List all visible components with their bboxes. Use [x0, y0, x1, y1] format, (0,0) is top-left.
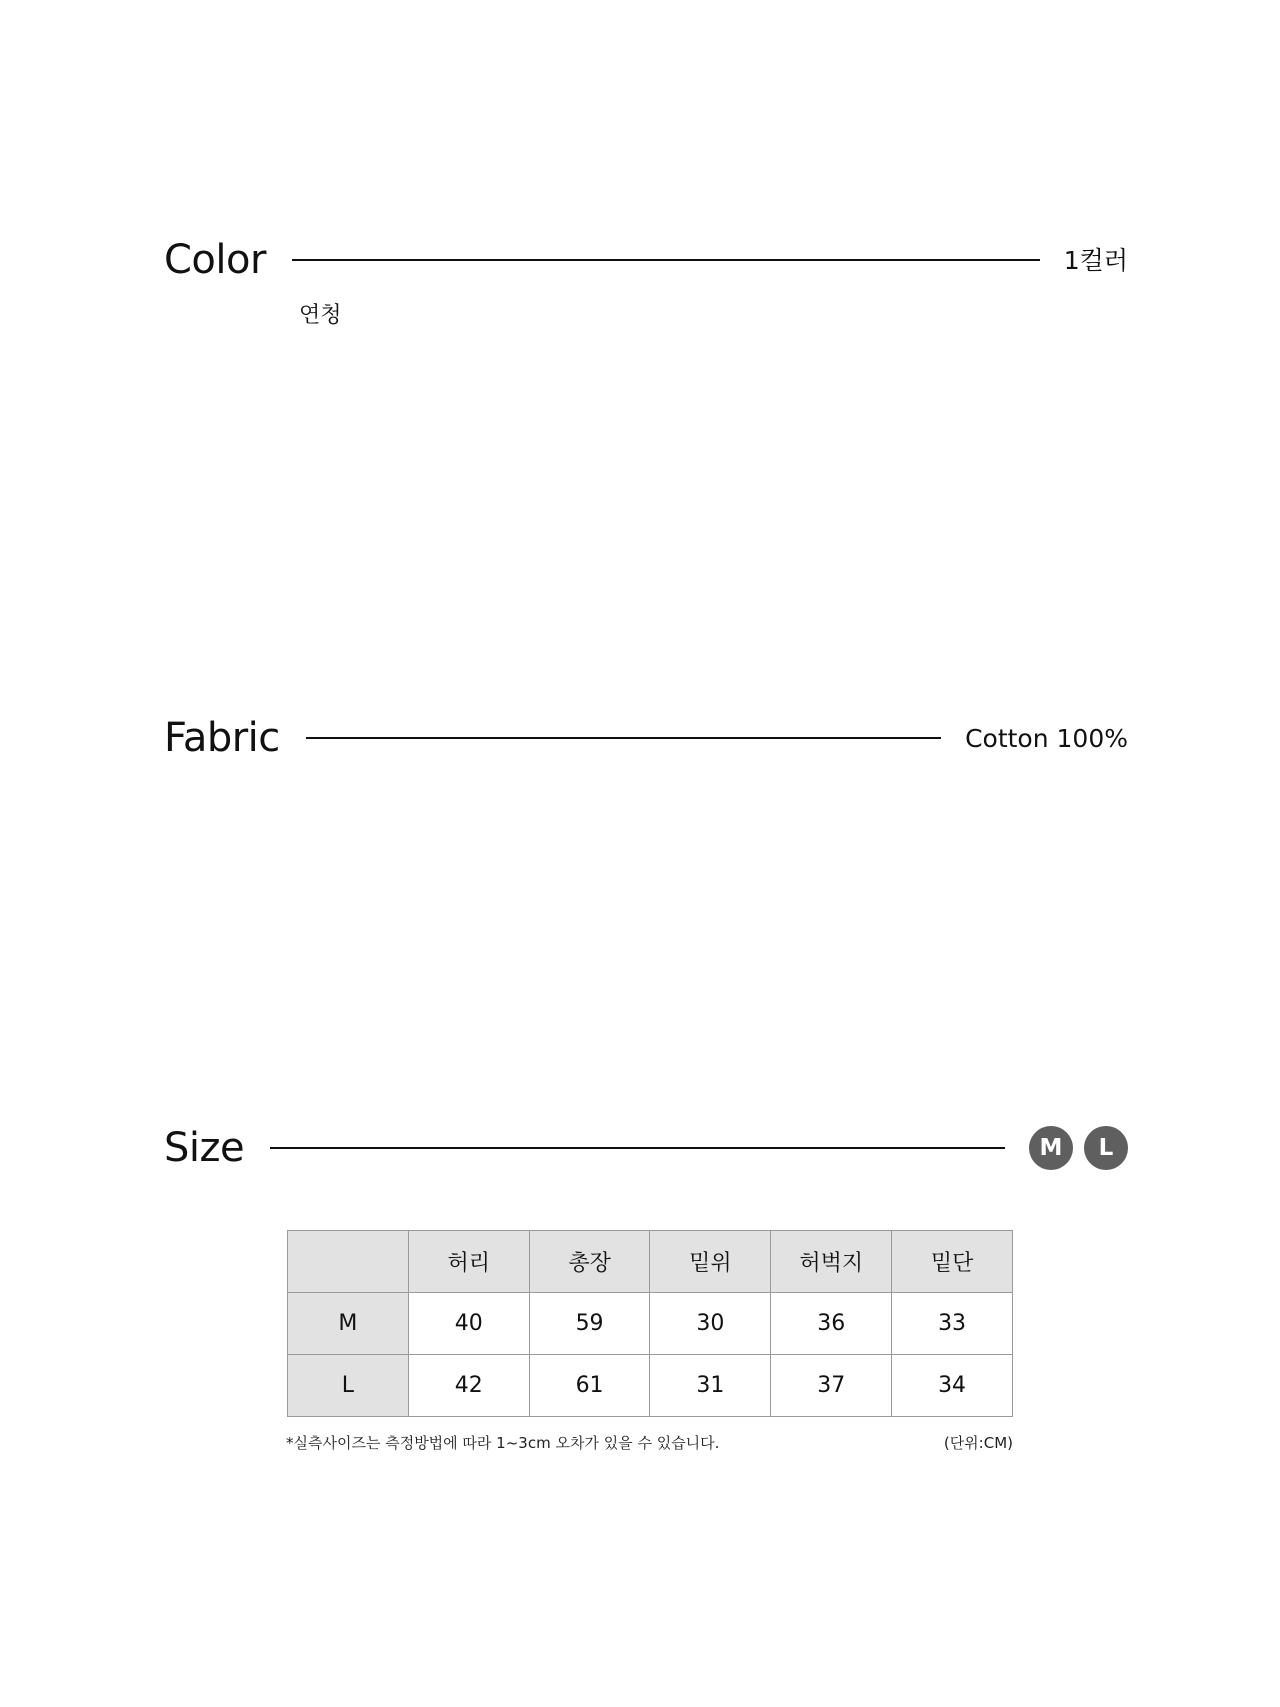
- size-table: [287, 1230, 1013, 1417]
- fabric-section-header: [164, 715, 1128, 761]
- size-section-header: [164, 1126, 1128, 1170]
- fabric-composition: Cotton 100%: [965, 723, 1128, 753]
- color-option-name: 연청: [299, 303, 342, 328]
- size-table-header-cell: 총장: [529, 1231, 650, 1293]
- size-table-cell: 36: [771, 1293, 892, 1355]
- size-table-cell: 30: [650, 1293, 771, 1355]
- size-divider: [270, 1147, 1005, 1149]
- color-title: Color: [164, 237, 266, 283]
- color-divider: [292, 259, 1040, 261]
- color-section-header: [164, 237, 1128, 283]
- size-table-cell: 61: [529, 1355, 650, 1417]
- size-table-row: [288, 1355, 1013, 1417]
- size-table-header-cell: 허벅지: [771, 1231, 892, 1293]
- size-badge-l: L: [1084, 1126, 1128, 1170]
- size-table-cell: 40: [408, 1293, 529, 1355]
- size-title: Size: [164, 1125, 245, 1171]
- size-unit-note: (단위:CM): [943, 1434, 1013, 1452]
- size-table-cell: 33: [892, 1293, 1013, 1355]
- size-table-cell: 34: [892, 1355, 1013, 1417]
- size-table-corner-cell: [288, 1231, 409, 1293]
- size-table-row: [288, 1293, 1013, 1355]
- size-badges: [1029, 1126, 1128, 1170]
- size-table-cell: 42: [408, 1355, 529, 1417]
- fabric-title: Fabric: [164, 715, 280, 761]
- size-badge-m: M: [1029, 1126, 1073, 1170]
- size-table-header-row: [288, 1231, 1013, 1293]
- size-table-cell: 59: [529, 1293, 650, 1355]
- size-table-header-cell: 밑단: [892, 1231, 1013, 1293]
- size-table-header-cell: 밑위: [650, 1231, 771, 1293]
- size-table-header-cell: 허리: [408, 1231, 529, 1293]
- size-table-row-label: M: [288, 1293, 409, 1355]
- size-table-row-label: L: [288, 1355, 409, 1417]
- color-count: 1컬러: [1063, 245, 1128, 275]
- size-measurement-note: *실측사이즈는 측정방법에 따라 1~3cm 오차가 있을 수 있습니다.: [286, 1434, 720, 1452]
- size-table-cell: 37: [771, 1355, 892, 1417]
- size-table-cell: 31: [650, 1355, 771, 1417]
- fabric-divider: [306, 737, 941, 739]
